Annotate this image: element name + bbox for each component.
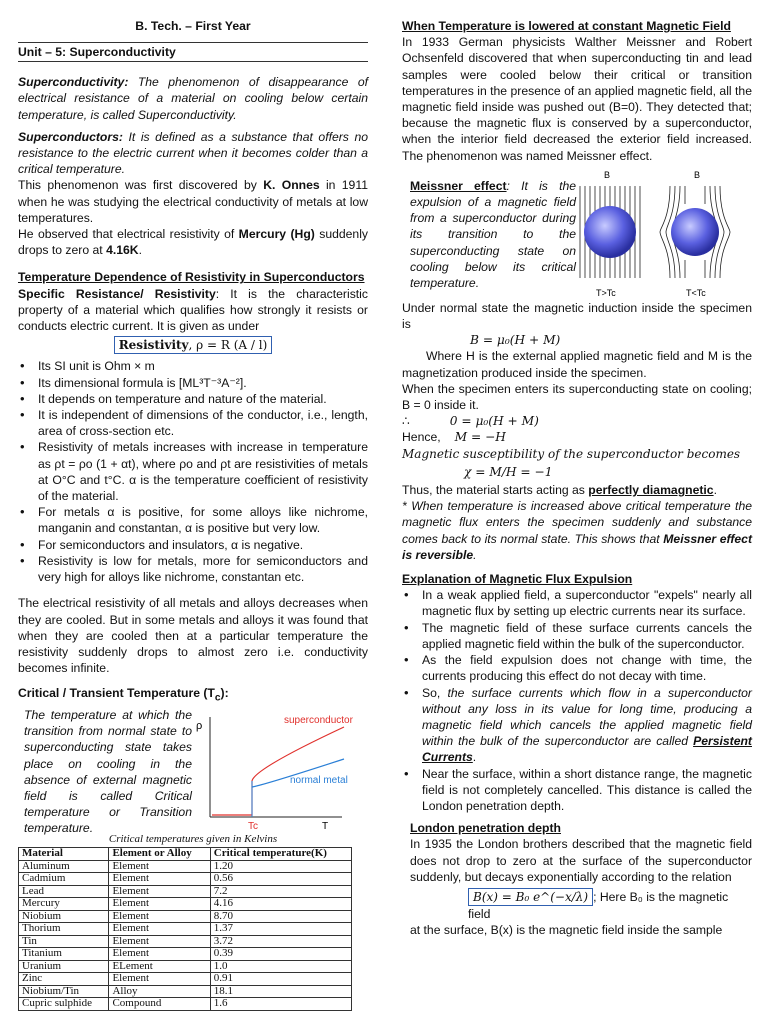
table-cell: Lead bbox=[19, 885, 109, 898]
def-superconductors: Superconductors: It is defined as a substance that offers no resistance to the electric current when it becomes colder than a critical temperature. bbox=[18, 129, 368, 177]
page-header: B. Tech. – First Year bbox=[135, 19, 251, 33]
table-cell: Compound bbox=[109, 998, 210, 1011]
london-equation-line: B(x) = B₀ e^(−x/λ) ; Here B₀ is the magnetic field bbox=[468, 889, 729, 922]
table-cell: ELement bbox=[109, 960, 210, 973]
table-cell: Element bbox=[109, 898, 210, 911]
table-cell: Tin bbox=[19, 935, 109, 948]
table-cell: 0.56 bbox=[210, 873, 351, 886]
table-cell: Element bbox=[109, 873, 210, 886]
resistivity-graph bbox=[194, 709, 374, 833]
london-heading: London penetration depth bbox=[410, 821, 561, 836]
graph-normal-metal-label: normal metal bbox=[290, 774, 348, 786]
resistivity-bullet: • For metals α is positive, for some alloys like nichrome, manganin and constantan, α is positive but very low. bbox=[18, 504, 368, 536]
table-cell: Element bbox=[109, 923, 210, 936]
explanation-bullets bbox=[402, 587, 752, 684]
table-cell: 0.91 bbox=[210, 973, 351, 986]
table-cell: 1.0 bbox=[210, 960, 351, 973]
def-superconductivity: Superconductivity: The phenomenon of disappearance of electrical resistance of a material on cooling below certain temperature, is called Superconductivity. bbox=[18, 75, 368, 122]
table-cell: Element bbox=[109, 935, 210, 948]
meissner-effect-definition: Meissner effect: It is the expulsion of a magnetic field from a superconductor during its transition to the superconducting state on cooling below its critical temperature. bbox=[410, 178, 577, 291]
resistivity-bullet: • Its dimensional formula is [ML³T⁻³A⁻²]. bbox=[18, 375, 368, 391]
explanation-bullet: • In a weak applied field, a superconductor "expels" nearly all magnetic flux by setting up electric currents near its surface. bbox=[402, 587, 752, 619]
discovery-text: This phenomenon was first discovered by K. Onnes in 1911 when he was studying the electrical conductivity of metals at low temperatures. bbox=[18, 178, 368, 225]
table-row bbox=[19, 873, 352, 886]
graph-tc-label: Tc bbox=[248, 820, 258, 832]
explanation-bullets-extra bbox=[402, 685, 752, 815]
table-header-cell: Material bbox=[19, 848, 109, 861]
table-row bbox=[19, 960, 352, 973]
equation-m: Hence, M = −H bbox=[402, 430, 506, 445]
unit-title: Unit – 5: Superconductivity bbox=[18, 42, 368, 62]
table-row bbox=[19, 923, 352, 936]
graph-y-label: ρ bbox=[196, 719, 203, 732]
figure-t2-label: T<Tc bbox=[686, 287, 706, 298]
figure-t1-label: T>Tc bbox=[596, 287, 616, 298]
meissner-paragraph: In 1933 German physicists Walther Meissner and Robert Ochsenfeld discovered that when superconducting tin and lead samples were cooled below their critical or transition temperatures in the presence of an applied magnetic field, all the magnetic field inside was pushed out (B=0). They detected that; because the magnetic flux is conserved by a superconductor, when the interior field decreased the exterior field increased. The phenomenon was named Meissner effect. bbox=[402, 35, 752, 163]
sphere-normal bbox=[584, 206, 636, 258]
table-row bbox=[19, 985, 352, 998]
table-cell: Uranium bbox=[19, 960, 109, 973]
table-cell: 3.72 bbox=[210, 935, 351, 948]
graph-superconductor-label: superconductor bbox=[284, 714, 353, 726]
critical-temp-definition: The temperature at which the transition from normal state to superconducting state takes place on cooling in the absence of external magnetic field is called Critical temperature or Transition temperature. bbox=[24, 707, 192, 836]
table-cell: 1.37 bbox=[210, 923, 351, 936]
table-cell: Element bbox=[109, 860, 210, 873]
table-row bbox=[19, 973, 352, 986]
normal-state-text: Under normal state the magnetic induction inside the specimen is bbox=[402, 300, 752, 332]
table-cell: Element bbox=[109, 885, 210, 898]
explanation-bullet: • The magnetic field of these surface currents cancels the applied magnetic field within the bulk of the superconductor. bbox=[402, 620, 752, 652]
explanation-bullet: • As the field expulsion does not change with time, the currents producing this effect do not decay with time. bbox=[402, 652, 752, 684]
sc-state-text: When the specimen enters its superconducting state on cooling; B = 0 inside it. bbox=[402, 381, 752, 413]
reversible-text: * When temperature is increased above critical temperature the magnetic flux enters the specimen suddenly and substance comes back to its normal state. This shows that Meissner effect is reversible. bbox=[402, 499, 752, 562]
superconductor-curve bbox=[212, 727, 344, 815]
where-text: Where H is the external applied magnetic field and M is the magnetization produced inside the specimen. bbox=[402, 349, 752, 380]
table-cell: Mercury bbox=[19, 898, 109, 911]
table-cell: 1.6 bbox=[210, 998, 351, 1011]
equation-zero: ∴ 0 = μ₀(H + M) bbox=[402, 414, 539, 429]
meissner-heading: When Temperature is lowered at constant Magnetic Field bbox=[402, 19, 731, 33]
table-cell: 0.39 bbox=[210, 948, 351, 961]
temp-dependence-heading: Temperature Dependence of Resistivity in Superconductors bbox=[18, 270, 365, 285]
table-cell: 8.70 bbox=[210, 910, 351, 923]
left-column bbox=[18, 0, 368, 1011]
table-header-cell: Critical temperature(K) bbox=[210, 848, 351, 861]
figure-b1-label: B bbox=[604, 169, 611, 180]
table-header-cell: Element or Alloy bbox=[109, 848, 210, 861]
table-row bbox=[19, 885, 352, 898]
right-column bbox=[402, 18, 752, 939]
resistivity-bullets bbox=[18, 358, 368, 585]
table-row bbox=[19, 935, 352, 948]
specific-resistance: Specific Resistance/ Resistivity: It is the characteristic property of a material which qualifies how strongly it resists or conducts electric current. It is given as under bbox=[18, 286, 368, 334]
table-cell: Titanium bbox=[19, 948, 109, 961]
resistivity-bullet: • It depends on temperature and nature of the material. bbox=[18, 391, 368, 407]
table-row bbox=[19, 948, 352, 961]
table-cell: 7.2 bbox=[210, 885, 351, 898]
figure-b2-label: B bbox=[694, 169, 701, 180]
table-cell: Element bbox=[109, 910, 210, 923]
table-cell: Alloy bbox=[109, 985, 210, 998]
critical-temp-table bbox=[18, 847, 352, 1011]
table-row bbox=[19, 998, 352, 1011]
graph-x-label: T bbox=[322, 820, 329, 832]
table-cell: Cupric sulphide bbox=[19, 998, 109, 1011]
london-paragraph: In 1935 the London brothers described that the magnetic field does not drop to zero at the surface of the superconductor suddenly, but decays exponentially according to the relation bbox=[410, 837, 752, 884]
table-cell: Element bbox=[109, 948, 210, 961]
explanation-heading: Explanation of Magnetic Flux Expulsion bbox=[402, 572, 633, 587]
table-cell: 18.1 bbox=[210, 985, 351, 998]
table-cell: Element bbox=[109, 973, 210, 986]
meissner-figure bbox=[574, 168, 752, 300]
table-cell: Thorium bbox=[19, 923, 109, 936]
resistivity-bullet: • Resistivity is low for metals, more for semiconductors and very high for alloys like nichrome, constantan etc. bbox=[18, 553, 368, 585]
critical-temp-heading: Critical / Transient Temperature $(T_c)$: bbox=[18, 686, 229, 704]
equation-b: B = μ₀(H + M) bbox=[470, 333, 561, 348]
resistivity-bullet: • For semiconductors and insulators, α is negative. bbox=[18, 537, 368, 553]
resistivity-bullet: • Resistivity of metals increases with increase in temperature as ρt = ρo (1 + αt), where ρo and ρt are resistivities of metals at O°C and t°C. α is the temperature coefficient of resistivity of the material. bbox=[18, 439, 368, 504]
diamagnetic-text: Thus, the material starts acting as perfectly diamagnetic. bbox=[402, 483, 717, 498]
london-last-line: at the surface, B(x) is the magnetic field inside the sample bbox=[410, 923, 723, 938]
resistivity-equation: Resistivity, ρ = R (A / l) bbox=[18, 336, 368, 354]
susceptibility-text: Magnetic susceptibility of the superconductor becomes bbox=[402, 446, 741, 461]
resistivity-bullet: • It is independent of dimensions of the conductor, i.e., length, area of cross-section etc. bbox=[18, 407, 368, 439]
table-row bbox=[19, 860, 352, 873]
sphere-superconducting bbox=[671, 208, 719, 256]
observation-text: He observed that electrical resistivity of Mercury (Hg) suddenly drops to zero at 4.16K. bbox=[18, 227, 369, 258]
table-cell: Aluminum bbox=[19, 860, 109, 873]
table-cell: 4.16 bbox=[210, 898, 351, 911]
cooling-paragraph: The electrical resistivity of all metals and alloys decreases when they are cooled. But in some metals and alloys it was found that when they are cooled then at a particular temperature the resistivity suddenly drops to almost zero i.e. conductivity becomes infinite. bbox=[18, 596, 368, 676]
table-cell: Niobium/Tin bbox=[19, 985, 109, 998]
table-cell: Cadmium bbox=[19, 873, 109, 886]
resistivity-bullet: • Its SI unit is Ohm × m bbox=[18, 358, 368, 374]
table-caption: Critical temperatures given in Kelvins bbox=[108, 832, 278, 845]
table-cell: Niobium bbox=[19, 910, 109, 923]
table-cell: Zinc bbox=[19, 973, 109, 986]
meissner-block bbox=[402, 168, 752, 300]
london-equation: B(x) = B₀ e^(−x/λ) bbox=[468, 888, 593, 906]
equation-chi: χ = M/H = −1 bbox=[464, 464, 553, 479]
persistent-currents-item: • So, the surface currents which flow in a superconductor without any loss in its value for long time, producing a magnetic field which cancels the applied magnetic field within the bulk of the superconductor are called Persistent Currents. bbox=[402, 685, 752, 766]
table-row bbox=[19, 898, 352, 911]
critical-temp-block bbox=[18, 707, 368, 836]
table-row bbox=[19, 910, 352, 923]
near-surface-item: • Near the surface, within a short distance range, the magnetic field is not completely cancelled. This distance is called the London penetration depth. bbox=[402, 766, 752, 815]
table-cell: 1.20 bbox=[210, 860, 351, 873]
